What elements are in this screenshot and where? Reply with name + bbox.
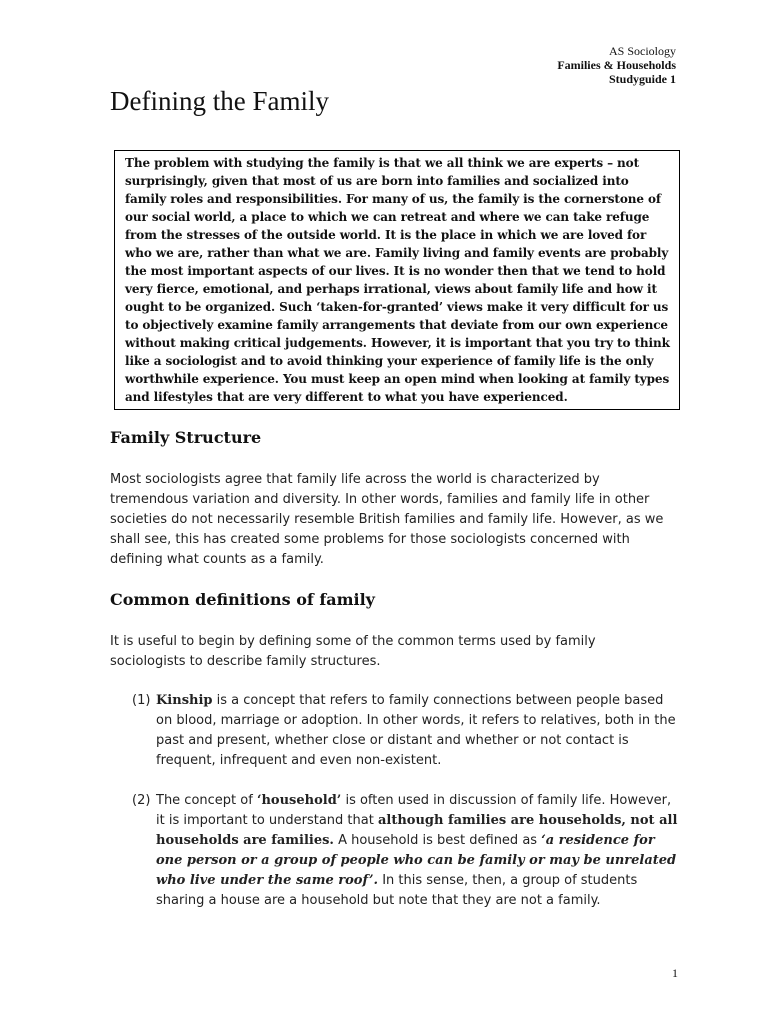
list-body — [156, 691, 680, 771]
page-header — [557, 44, 676, 86]
household-bold-phrase: although families are households, not all households are families. — [156, 813, 678, 848]
list-number: (1) — [132, 693, 151, 708]
list-item-kinship — [132, 691, 680, 771]
intro-box: The problem with studying the family is that we all think we are experts – not surprisingly, given that most of us are born into families and socialized into family roles and responsibilities. For many of us, the family is the cornerstone of our social world, a place to which we can retreat and where we can take refuge from the stresses of the outside world. It is the place in which we are loved for who we are, rather than what we are. Family living and family events are probably the most important aspects of our lives. It is no wonder then that we tend to hold very fierce, emotional, and perhaps irrational, views about family life and how it ought to be organized. Such ‘taken-for-granted’ views make it very difficult for us to objectively examine family arrangements that deviate from our own experience without making critical judgements. However, it is important that you try to think like a sociologist and to avoid thinking your experience of family life is the only worthwhile experience. You must keep an open mind when looking at family types and lifestyles that are very different to what you have experienced. — [114, 150, 680, 410]
household-text-mid: is often used in discussion of family life. However, it is important to understand that — [156, 793, 672, 828]
list-number: (2) — [132, 793, 151, 808]
header-topic: Families & Households — [557, 58, 676, 72]
household-text-mid2: A household is best defined as — [333, 833, 542, 848]
list-item-household — [132, 791, 680, 911]
household-text-pre: The concept of — [156, 793, 257, 808]
section-heading-common-definitions: Common definitions of family — [110, 590, 375, 609]
header-course: AS Sociology — [608, 44, 676, 58]
term-kinship: Kinship — [156, 693, 213, 708]
list-body — [156, 791, 680, 911]
family-structure-paragraph: Most sociologists agree that family life across the world is characterized by tremendous variation and diversity. In other words, families and family life in other societies do not necessarily resemble British families and family life. However, as we shall see, this has created some problems for those sociologists concerned with defining what counts as a family. — [110, 472, 664, 567]
header-guide: Studyguide 1 — [608, 72, 676, 86]
term-household: ‘household’ — [256, 793, 342, 808]
kinship-text: is a concept that refers to family connections between people based on blood, marriage or adoption. In other words, it refers to relatives, both in the past and present, whether close or distant and whether or not contact is frequent, infrequent and even non-existent. — [156, 693, 676, 768]
common-definitions-paragraph: It is useful to begin by defining some of the common terms used by family sociologists to describe family structures. — [110, 634, 596, 669]
household-definition-quote: ‘a residence for one person or a group of people who can be family or may be unrelated who live under the same roof’. — [156, 833, 677, 888]
page-title: Defining the Family — [110, 86, 329, 116]
household-text-post: In this sense, then, a group of students sharing a house are a household but note that they are not a family. — [156, 873, 638, 908]
page-number: 1 — [672, 966, 678, 980]
section-heading-family-structure: Family Structure — [110, 428, 262, 447]
